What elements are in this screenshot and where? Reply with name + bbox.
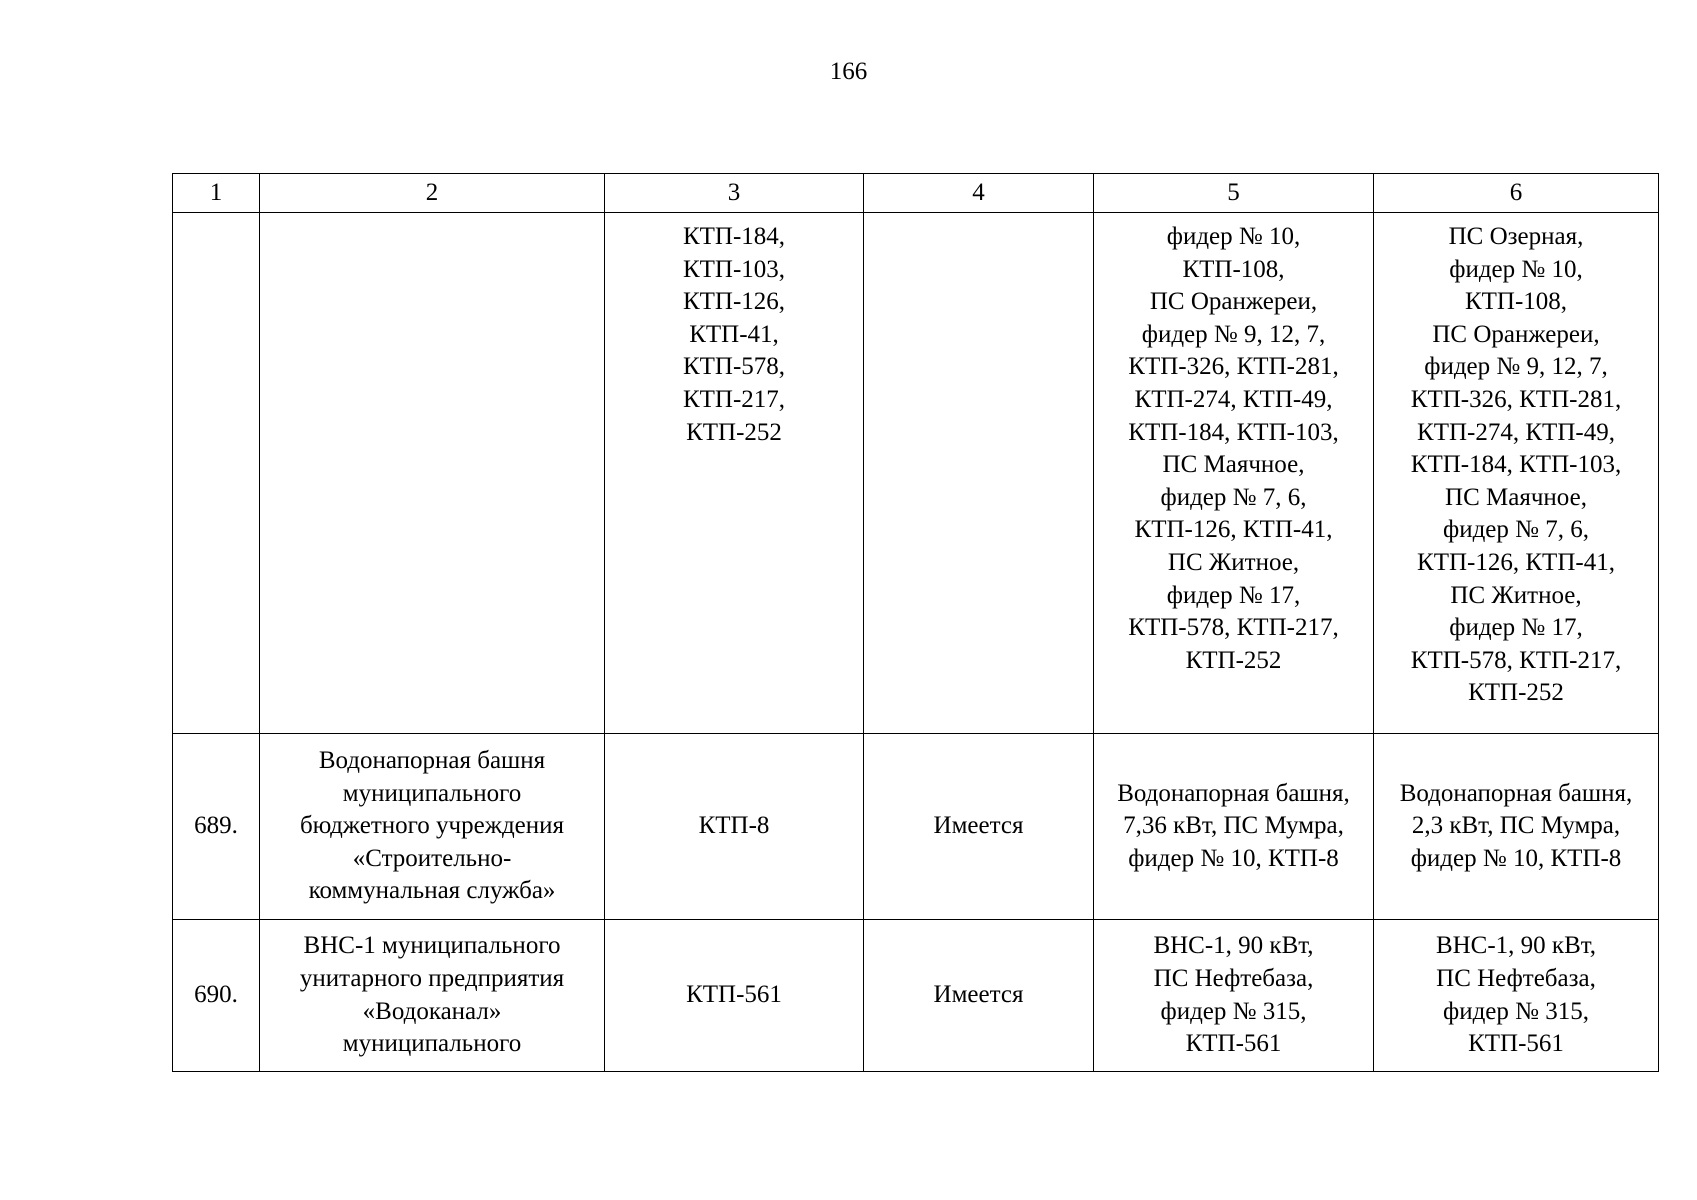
cell-text-line: ПС Маячное, (1162, 451, 1305, 479)
planned-connection-cell (1374, 213, 1659, 734)
cell-text-line: ПС Маячное, (1445, 483, 1587, 511)
cell-text-line: КТП-561 (1468, 1030, 1564, 1058)
cell-text-line: ПС Житное, (1167, 548, 1300, 576)
cell-text-line: КТП-578, КТП-217, (1410, 646, 1622, 674)
cell-text-line: фидер № 9, 12, 7, (1141, 320, 1326, 348)
current-connection-cell (1094, 734, 1374, 920)
cell-text-line: КТП-252 (1468, 679, 1564, 707)
cell-text-line: коммунальная служба» (308, 877, 556, 905)
cell-text-line: Имеется (933, 812, 1024, 840)
transformer-cell (605, 920, 864, 1072)
row-number-cell (173, 213, 260, 734)
cell-text-line: фидер № 9, 12, 7, (1424, 353, 1608, 381)
cell-text-line: 2,3 кВт, ПС Мумра, (1411, 812, 1621, 840)
cell-text-line: «Водоканал» (362, 997, 502, 1025)
cell-text-line: КТП-184, КТП-103, (1410, 451, 1622, 479)
cell-text-line: Имеется (933, 981, 1024, 1009)
cell-text-line: КТП-103, (682, 255, 786, 283)
row-number-cell (173, 920, 260, 1072)
cell-text-line: фидер № 10, КТП-8 (1410, 844, 1622, 872)
row-number-cell (173, 734, 260, 920)
cell-text-line: Водонапорная башня (318, 747, 546, 775)
cell-text-line: КТП-252 (686, 418, 782, 446)
status-cell (864, 213, 1094, 734)
cell-text-line: ПС Нефтебаза, (1153, 964, 1314, 992)
current-connection-cell (1094, 920, 1374, 1072)
object-name-cell (260, 734, 605, 920)
cell-text-line: КТП-326, КТП-281, (1128, 353, 1339, 381)
cell-text-line: КТП-217, (682, 385, 786, 413)
cell-text-line: фидер № 315, (1443, 997, 1589, 1025)
cell-text-line: 690. (194, 981, 238, 1009)
cell-text-line: фидер № 10, (1449, 255, 1583, 283)
cell-text-line: Водонапорная башня, (1399, 779, 1633, 807)
transformer-cell (605, 213, 864, 734)
cell-text-line: «Строительно- (352, 844, 512, 872)
cell-text-line: бюджетного учреждения (299, 812, 565, 840)
cell-text-line: ВНС-1 муниципального (303, 932, 561, 960)
cell-text-line: КТП-126, (682, 288, 786, 316)
cell-text-line: КТП-8 (698, 812, 770, 840)
data-table (172, 173, 1659, 1072)
column-header: 2 (260, 174, 605, 213)
planned-connection-cell (1374, 734, 1659, 920)
status-cell (864, 734, 1094, 920)
page-number: 166 (829, 58, 868, 85)
cell-text-line: КТП-252 (1185, 646, 1282, 674)
column-header: 4 (864, 174, 1094, 213)
cell-text-line: ПС Житное, (1450, 581, 1582, 609)
object-name-cell (260, 920, 605, 1072)
cell-text-line: КТП-326, КТП-281, (1410, 385, 1622, 413)
cell-text-line: КТП-561 (1185, 1030, 1282, 1058)
cell-text-line: КТП-274, КТП-49, (1417, 418, 1615, 446)
cell-text-line: фидер № 17, (1166, 581, 1301, 609)
object-name-cell (260, 213, 605, 734)
cell-text-line: ПС Нефтебаза, (1436, 964, 1596, 992)
cell-text-line: КТП-41, (689, 320, 779, 348)
cell-text-line: фидер № 17, (1449, 614, 1583, 642)
cell-text-line: Водонапорная башня, (1117, 779, 1350, 807)
cell-text-line: КТП-274, КТП-49, (1134, 385, 1333, 413)
planned-connection-cell (1374, 920, 1659, 1072)
table-header-row (173, 174, 1659, 213)
cell-text-line: КТП-184, КТП-103, (1128, 418, 1339, 446)
cell-text-line: фидер № 10, (1166, 223, 1301, 250)
cell-text-line: КТП-561 (686, 981, 782, 1009)
cell-text-line: 7,36 кВт, ПС Мумра, (1123, 812, 1344, 840)
column-header: 1 (173, 174, 260, 213)
column-header: 3 (605, 174, 864, 213)
cell-text-line: КТП-108, (1182, 255, 1285, 283)
cell-text-line: КТП-578, (682, 353, 786, 381)
table-row (173, 213, 1659, 734)
cell-text-line: фидер № 10, КТП-8 (1128, 844, 1339, 872)
cell-text-line: унитарного предприятия (299, 964, 565, 992)
cell-text-line: 689. (194, 812, 238, 840)
column-header: 5 (1094, 174, 1374, 213)
cell-text-line: КТП-184, (682, 223, 786, 250)
cell-text-line: КТП-108, (1464, 288, 1568, 316)
status-cell (864, 920, 1094, 1072)
cell-text-line: КТП-578, КТП-217, (1128, 614, 1339, 642)
cell-text-line: фидер № 7, 6, (1443, 516, 1589, 544)
cell-text-line: КТП-126, КТП-41, (1134, 516, 1333, 544)
cell-text-line: муниципального (342, 779, 522, 807)
cell-text-line: КТП-126, КТП-41, (1417, 548, 1615, 576)
cell-text-line: фидер № 315, (1160, 997, 1307, 1025)
cell-text-line: ПС Оранжереи, (1432, 320, 1600, 348)
current-connection-cell (1094, 213, 1374, 734)
table-row (173, 920, 1659, 1072)
cell-text-line: ПС Оранжереи, (1149, 288, 1318, 316)
cell-text-line: ПС Озерная, (1448, 223, 1584, 250)
transformer-cell (605, 734, 864, 920)
cell-text-line: ВНС-1, 90 кВт, (1153, 932, 1314, 960)
cell-text-line: муниципального (342, 1030, 522, 1058)
table-row (173, 734, 1659, 920)
cell-text-line: ВНС-1, 90 кВт, (1435, 932, 1597, 960)
column-header: 6 (1374, 174, 1659, 213)
cell-text-line: фидер № 7, 6, (1160, 483, 1307, 511)
